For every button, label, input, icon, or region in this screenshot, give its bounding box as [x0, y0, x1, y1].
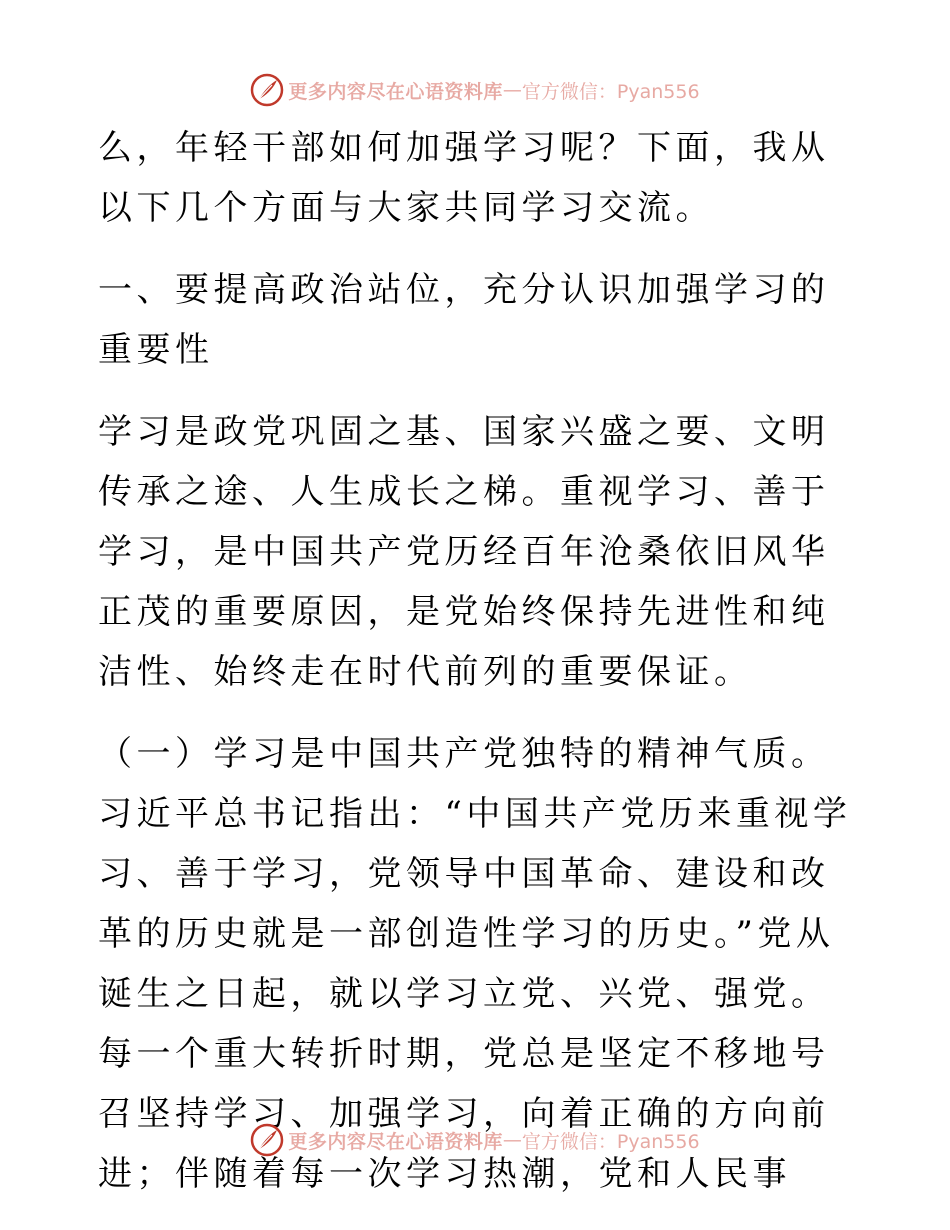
watermark-text: 更多内容尽在心语资料库 [288, 1130, 503, 1153]
document-body [98, 118, 858, 1204]
watermark-contact: 官方微信：Pyan556 [521, 1130, 700, 1153]
header-watermark [0, 70, 950, 110]
paragraph-subsection-1: （一）学习是中国共产党独特的精神气质。习近平总书记指出：“中国共产党历来重视学习、善于学习，党领导中国革命、建设和改革的历史就是一部创造性学习的历史。”党从诞生之日起，就以学习立党、兴党、强党。每一个重大转折时期，党总是坚定不移地号召坚持学习、加强学习，向着正确的方向前进；伴随着每一次学习热潮，党和人民事 [98, 734, 852, 1194]
feather-quill-logo-icon [250, 1123, 284, 1157]
watermark-separator: — [502, 79, 522, 101]
feather-quill-logo-icon [250, 73, 284, 107]
watermark-contact: 官方微信：Pyan556 [521, 80, 700, 103]
paragraph-study-importance: 学习是政党巩固之基、国家兴盛之要、文明传承之途、人生成长之梯。重视学习、善于学习，是中国共产党历经百年沧桑依旧风华正茂的重要原因，是党始终保持先进性和纯洁性、始终走在时代前列的重要保证。 [98, 412, 830, 692]
watermark-text: 更多内容尽在心语资料库 [288, 80, 503, 103]
watermark-separator: — [502, 1129, 522, 1151]
section-heading-1: 一、要提高政治站位，充分认识加强学习的重要性 [98, 270, 830, 370]
paragraph-intro: 么，年轻干部如何加强学习呢？下面，我从以下几个方面与大家共同学习交流。 [98, 128, 830, 228]
footer-watermark [0, 1120, 950, 1160]
